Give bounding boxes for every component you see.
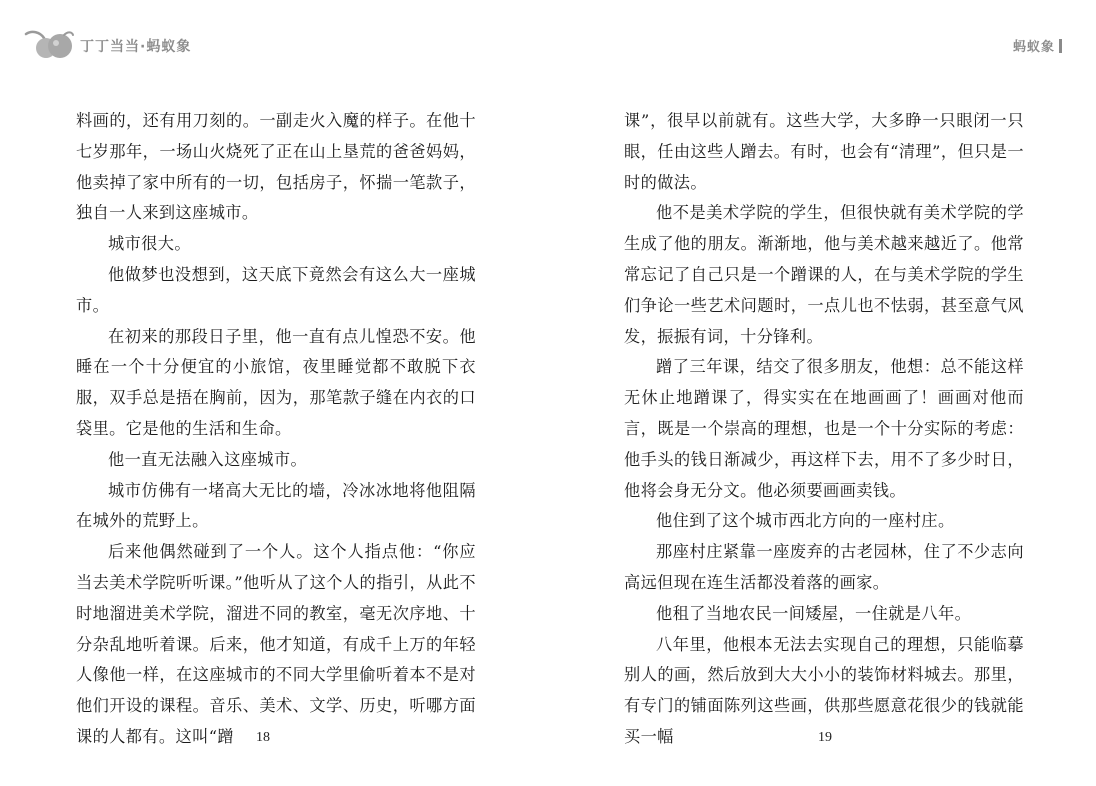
paragraph: 他一直无法融入这座城市。	[108, 449, 308, 469]
left-page-body	[76, 106, 476, 753]
paragraph: 他不是美术学院的学生，但很快就有美术学院的学生成了他的朋友。渐渐地，他与美术越来越近了。他常常忘记了自己只是一个蹭课的人，在与美术学院的学生们争论一些艺术问题时，一点儿也不怯弱，甚至意气风发，振振有词，十分锋利。	[624, 203, 1024, 346]
running-header-left	[24, 26, 191, 66]
running-header-right	[1013, 36, 1062, 55]
header-bar-decoration	[1059, 39, 1062, 53]
paragraph: 料画的，还有用刀刻的。一副走火入魔的样子。在他十七岁那年，一场山火烧死了正在山上垦荒的爸爸妈妈，他卖掉了家中所有的一切，包括房子，怀揣一笔款子，独自一人来到这座城市。	[76, 111, 476, 223]
page-number-right: 19	[818, 730, 832, 745]
paragraph: 八年里，他根本无法去实现自己的理想，只能临摹别人的画，然后放到大大小小的装饰材料城去。那里，有专门的铺面陈列这些画，供那些愿意花很少的钱就能买一幅	[624, 634, 1024, 746]
book-title: 蚂蚁象	[1012, 40, 1055, 55]
gourd-icon	[24, 28, 76, 64]
paragraph: 后来他偶然碰到了一个人。这个人指点他：“你应当去美术学院听听课。”他听从了这个人的指引，从此不时地溜进美术学院，溜进不同的教室，毫无次序地、十分杂乱地听着课。后来，他才知道，有成千上万的年轻人像他一样，在这座城市的不同大学里偷听着本不是对他们开设的课程。音乐、美术、文学、历史，听哪方面课的人都有。这叫“蹭	[76, 542, 476, 746]
page-number-left: 18	[256, 730, 270, 745]
paragraph: 那座村庄紧靠一座废弃的古老园林，住了不少志向高远但现在连生活都没着落的画家。	[624, 542, 1024, 592]
paragraph: 他做梦也没想到，这天底下竟然会有这么大一座城市。	[76, 264, 476, 315]
paragraph: 蹭了三年课，结交了很多朋友，他想：总不能这样无休止地蹭课了，得实实在在地画画了！画画对他而言，既是一个崇高的理想，也是一个十分实际的考虑：他手头的钱日渐减少，再这样下去，用不了多少时日，他将会身无分文。他必须要画画卖钱。	[624, 357, 1024, 500]
paragraph: 城市仿佛有一堵高大无比的墙，冷冰冰地将他阻隔在城外的荒野上。	[76, 480, 476, 531]
paragraph: 城市很大。	[108, 234, 191, 254]
series-title: 丁丁当当·蚂蚁象	[80, 39, 192, 55]
paragraph: 在初来的那段日子里，他一直有点儿惶恐不安。他睡在一个十分便宜的小旅馆，夜里睡觉都不敢脱下衣服，双手总是捂在胸前，因为，那笔款子缝在内衣的口袋里。它是他的生活和生命。	[76, 326, 476, 438]
paragraph: 他租了当地农民一间矮屋，一住就是八年。	[656, 603, 972, 623]
paragraph: 课”，很早以前就有。这些大学，大多睁一只眼闭一只眼，任由这些人蹭去。有时，也会有“清理”，但只是一时的做法。	[624, 111, 1024, 192]
paragraph: 他住到了这个城市西北方向的一座村庄。	[656, 511, 955, 531]
right-page-body	[624, 106, 1024, 753]
